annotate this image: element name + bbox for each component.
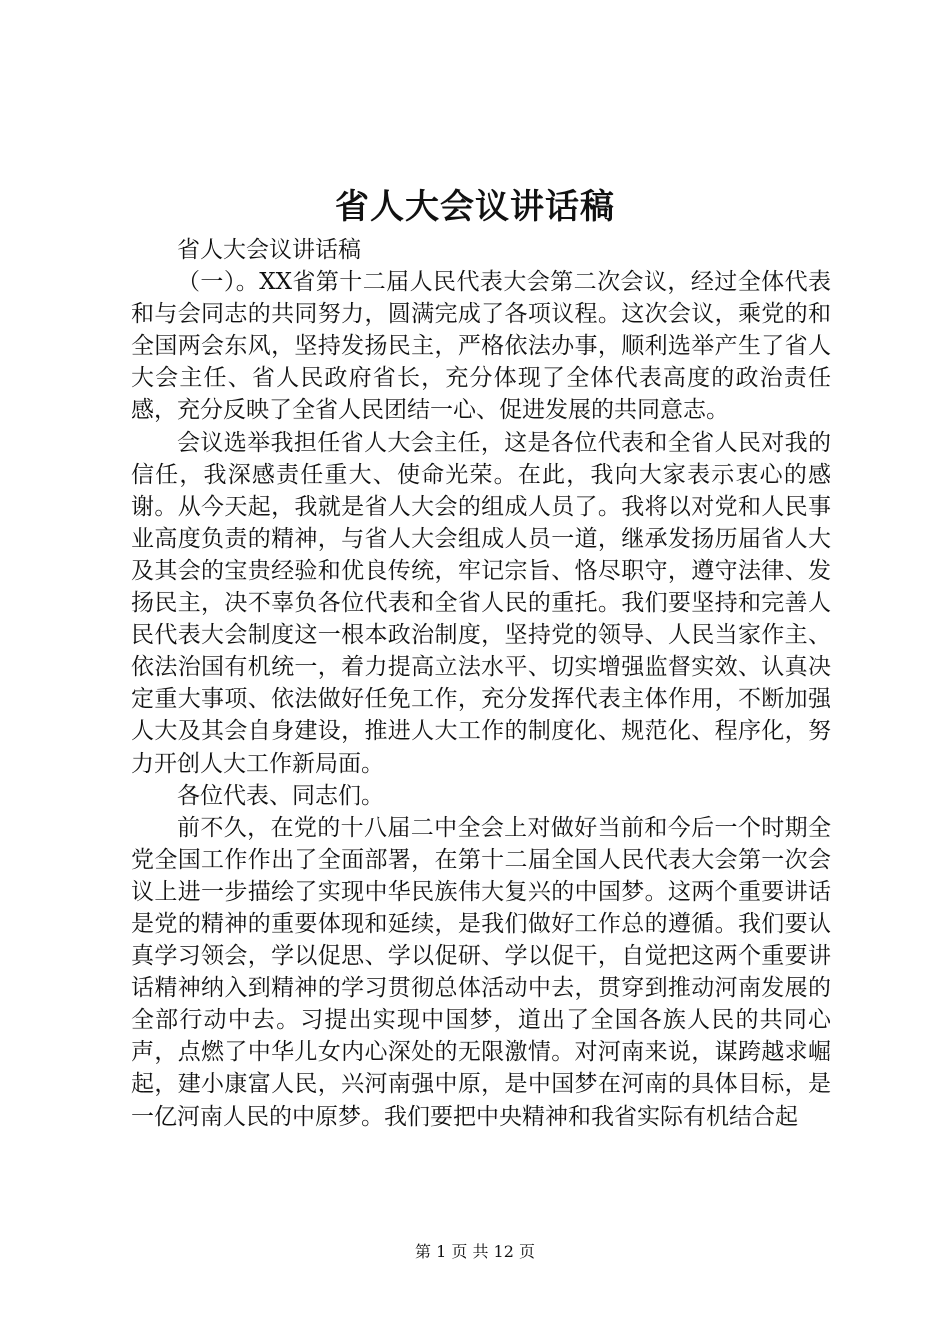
paragraph-heading: 省人大会议讲话稿 [177, 237, 361, 263]
document-title: 省人大会议讲话稿 [335, 187, 615, 227]
paragraph-1: （一）。XX省第十二届人民代表大会第二次会议，经过全体代表和与会同志的共同努力，圆满完成了各项议程。这次会议，乘党的和全国两会东风，坚持发扬民主，严格依法办事，顺利选举产生了省人大会主任、省人民政府省长，充分体现了全体代表高度的政治责任感，充分反映了全省人民团结一心、促进发展的共同意志。 [131, 269, 831, 424]
page-number-footer: 第 1 页 共 12 页 [415, 1242, 535, 1261]
paragraph-3: 各位代表、同志们。 [177, 782, 384, 809]
paragraph-4: 前不久，在党的十八届二中全会上对做好当前和今后一个时期全党全国工作作出了全面部署，在第十二届全国人民代表大会第一次会议上进一步描绘了实现中华民族伟大复兴的中国梦。这两个重要讲话是党的精神的重要体现和延续，是我们做好工作总的遵循。我们要认真学习领会，学以促思、学以促研、学以促干，自觉把这两个重要讲话精神纳入到精神的学习贯彻总体活动中去，贯穿到推动河南发展的全部行动中去。习提出实现中国梦，道出了全国各族人民的共同心声，点燃了中华儿女内心深处的无限激情。对河南来说，谋跨越求崛起，建小康富人民，兴河南强中原，是中国梦在河南的具体目标，是一亿河南人民的中原梦。我们要把中央精神和我省实际有机结合起 [131, 814, 831, 1130]
paragraph-2: 会议选举我担任省人大会主任，这是各位代表和全省人民对我的信任，我深感责任重大、使命光荣。在此，我向大家表示衷心的感谢。从今天起，我就是省人大会的组成人员了。我将以对党和人民事业高度负责的精神，与省人大会组成人员一道，继承发扬历届省人大及其会的宝贵经验和优良传统，牢记宗旨、恪尽职守，遵守法律、发扬民主，决不辜负各位代表和全省人民的重托。我们要坚持和完善人民代表大会制度这一根本政治制度，坚持党的领导、人民当家作主、依法治国有机统一，着力提高立法水平、切实增强监督实效、认真决定重大事项、依法做好任免工作，充分发挥代表主体作用，不断加强人大及其会自身建设，推进人大工作的制度化、规范化、程序化，努力开创人大工作新局面。 [131, 429, 831, 777]
document-body [131, 234, 831, 1133]
